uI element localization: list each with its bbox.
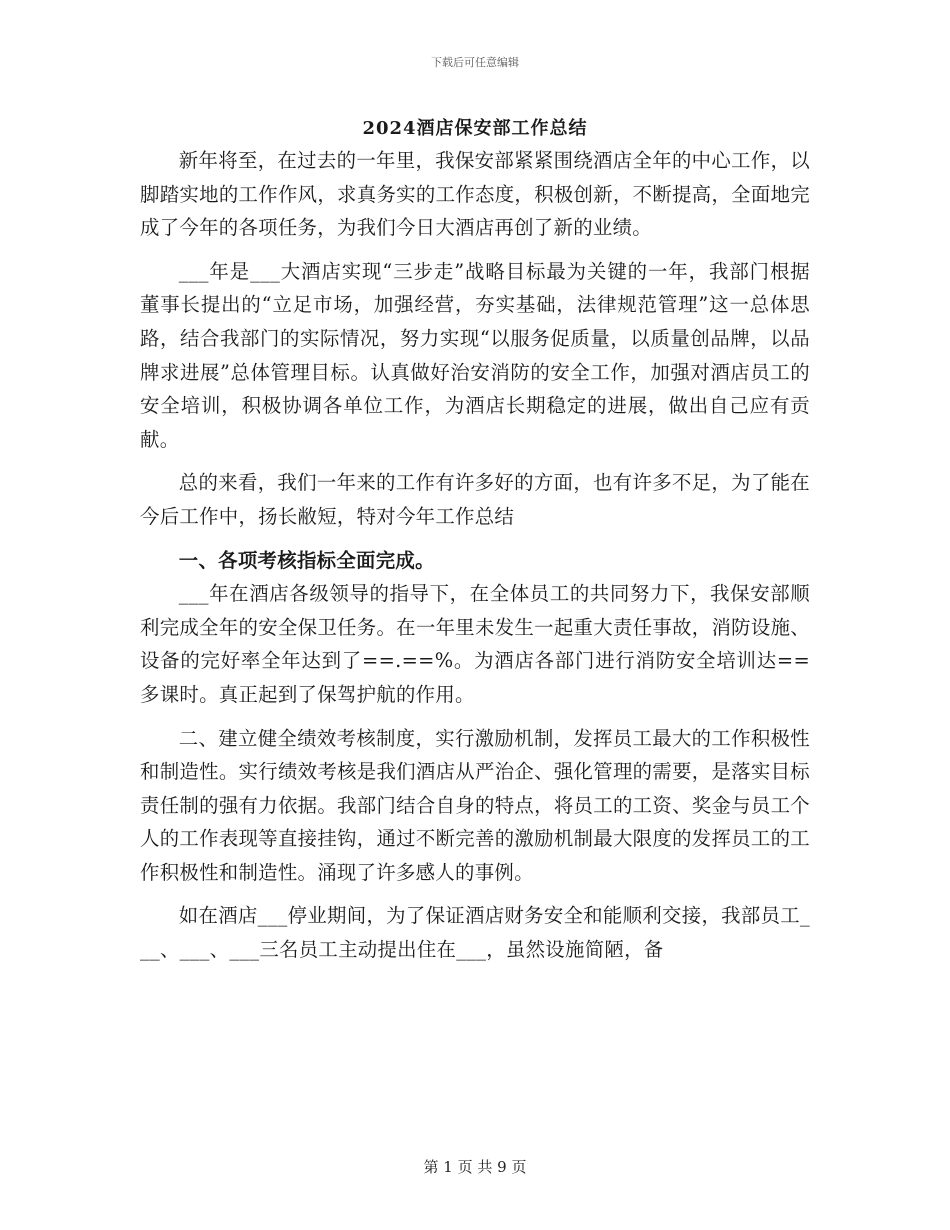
header-note: 下载后可任意编辑 xyxy=(431,56,519,69)
paragraph-assessment: ___年在酒店各级领导的指导下，在全体员工的共同努力下，我保安部顺利完成全年的安全保卫任务。在一年里未发生一起重大责任事故，消防设施、设备的完好率全年达到了==.==%。为酒店各部门进行消防安全培训达==多课时。真正起到了保驾护航的作用。 xyxy=(140,582,810,706)
paragraph-incentive: 二、建立健全绩效考核制度，实行激励机制，发挥员工最大的工作积极性和制造性。实行绩效考核是我们酒店从严治企、强化管理的需要，是落实目标责任制的强有力依据。我部门结合自身的特点，将员工的工资、奖金与员工个人的工作表现等直接挂钩，通过不断完善的激励机制最大限度的发挥员工的工作积极性和制造性。涌现了许多感人的事例。 xyxy=(140,726,810,884)
page-footer: 第 1 页 共 9 页 xyxy=(423,1158,527,1176)
document-title: 2024酒店保安部工作总结 xyxy=(362,118,588,139)
paragraph-strategy: ___年是___大酒店实现“三步走”战略目标最为关键的一年，我部门根据董事长提出的“立足市场，加强经营，夯实基础，法律规范管理”这一总体思路，结合我部门的实际情况，努力实现“以服务促质量，以质量创品牌，以品牌求进展”总体管理目标。认真做好治安消防的安全工作，加强对酒店员工的安全培训，积极协调各单位工作，为酒店长期稳定的进展，做出自己应有贡献。 xyxy=(140,259,810,451)
document-body xyxy=(140,144,810,967)
section-heading-1: 一、各项考核指标全面完成。 xyxy=(178,548,435,572)
paragraph-example: 如在酒店___停业期间，为了保证酒店财务安全和能顺利交接，我部员工___、___、___三名员工主动提出住在___，虽然设施简陋，备 xyxy=(140,904,810,962)
paragraph-overview: 总的来看，我们一年来的工作有许多好的方面，也有许多不足，为了能在今后工作中，扬长敝短，特对今年工作总结 xyxy=(140,471,810,528)
paragraph-intro: 新年将至，在过去的一年里，我保安部紧紧围绕酒店全年的中心工作，以脚踏实地的工作作风，求真务实的工作态度，积极创新，不断提高，全面地完成了今年的各项任务，为我们今日大酒店再创了新的业绩。 xyxy=(140,149,810,240)
